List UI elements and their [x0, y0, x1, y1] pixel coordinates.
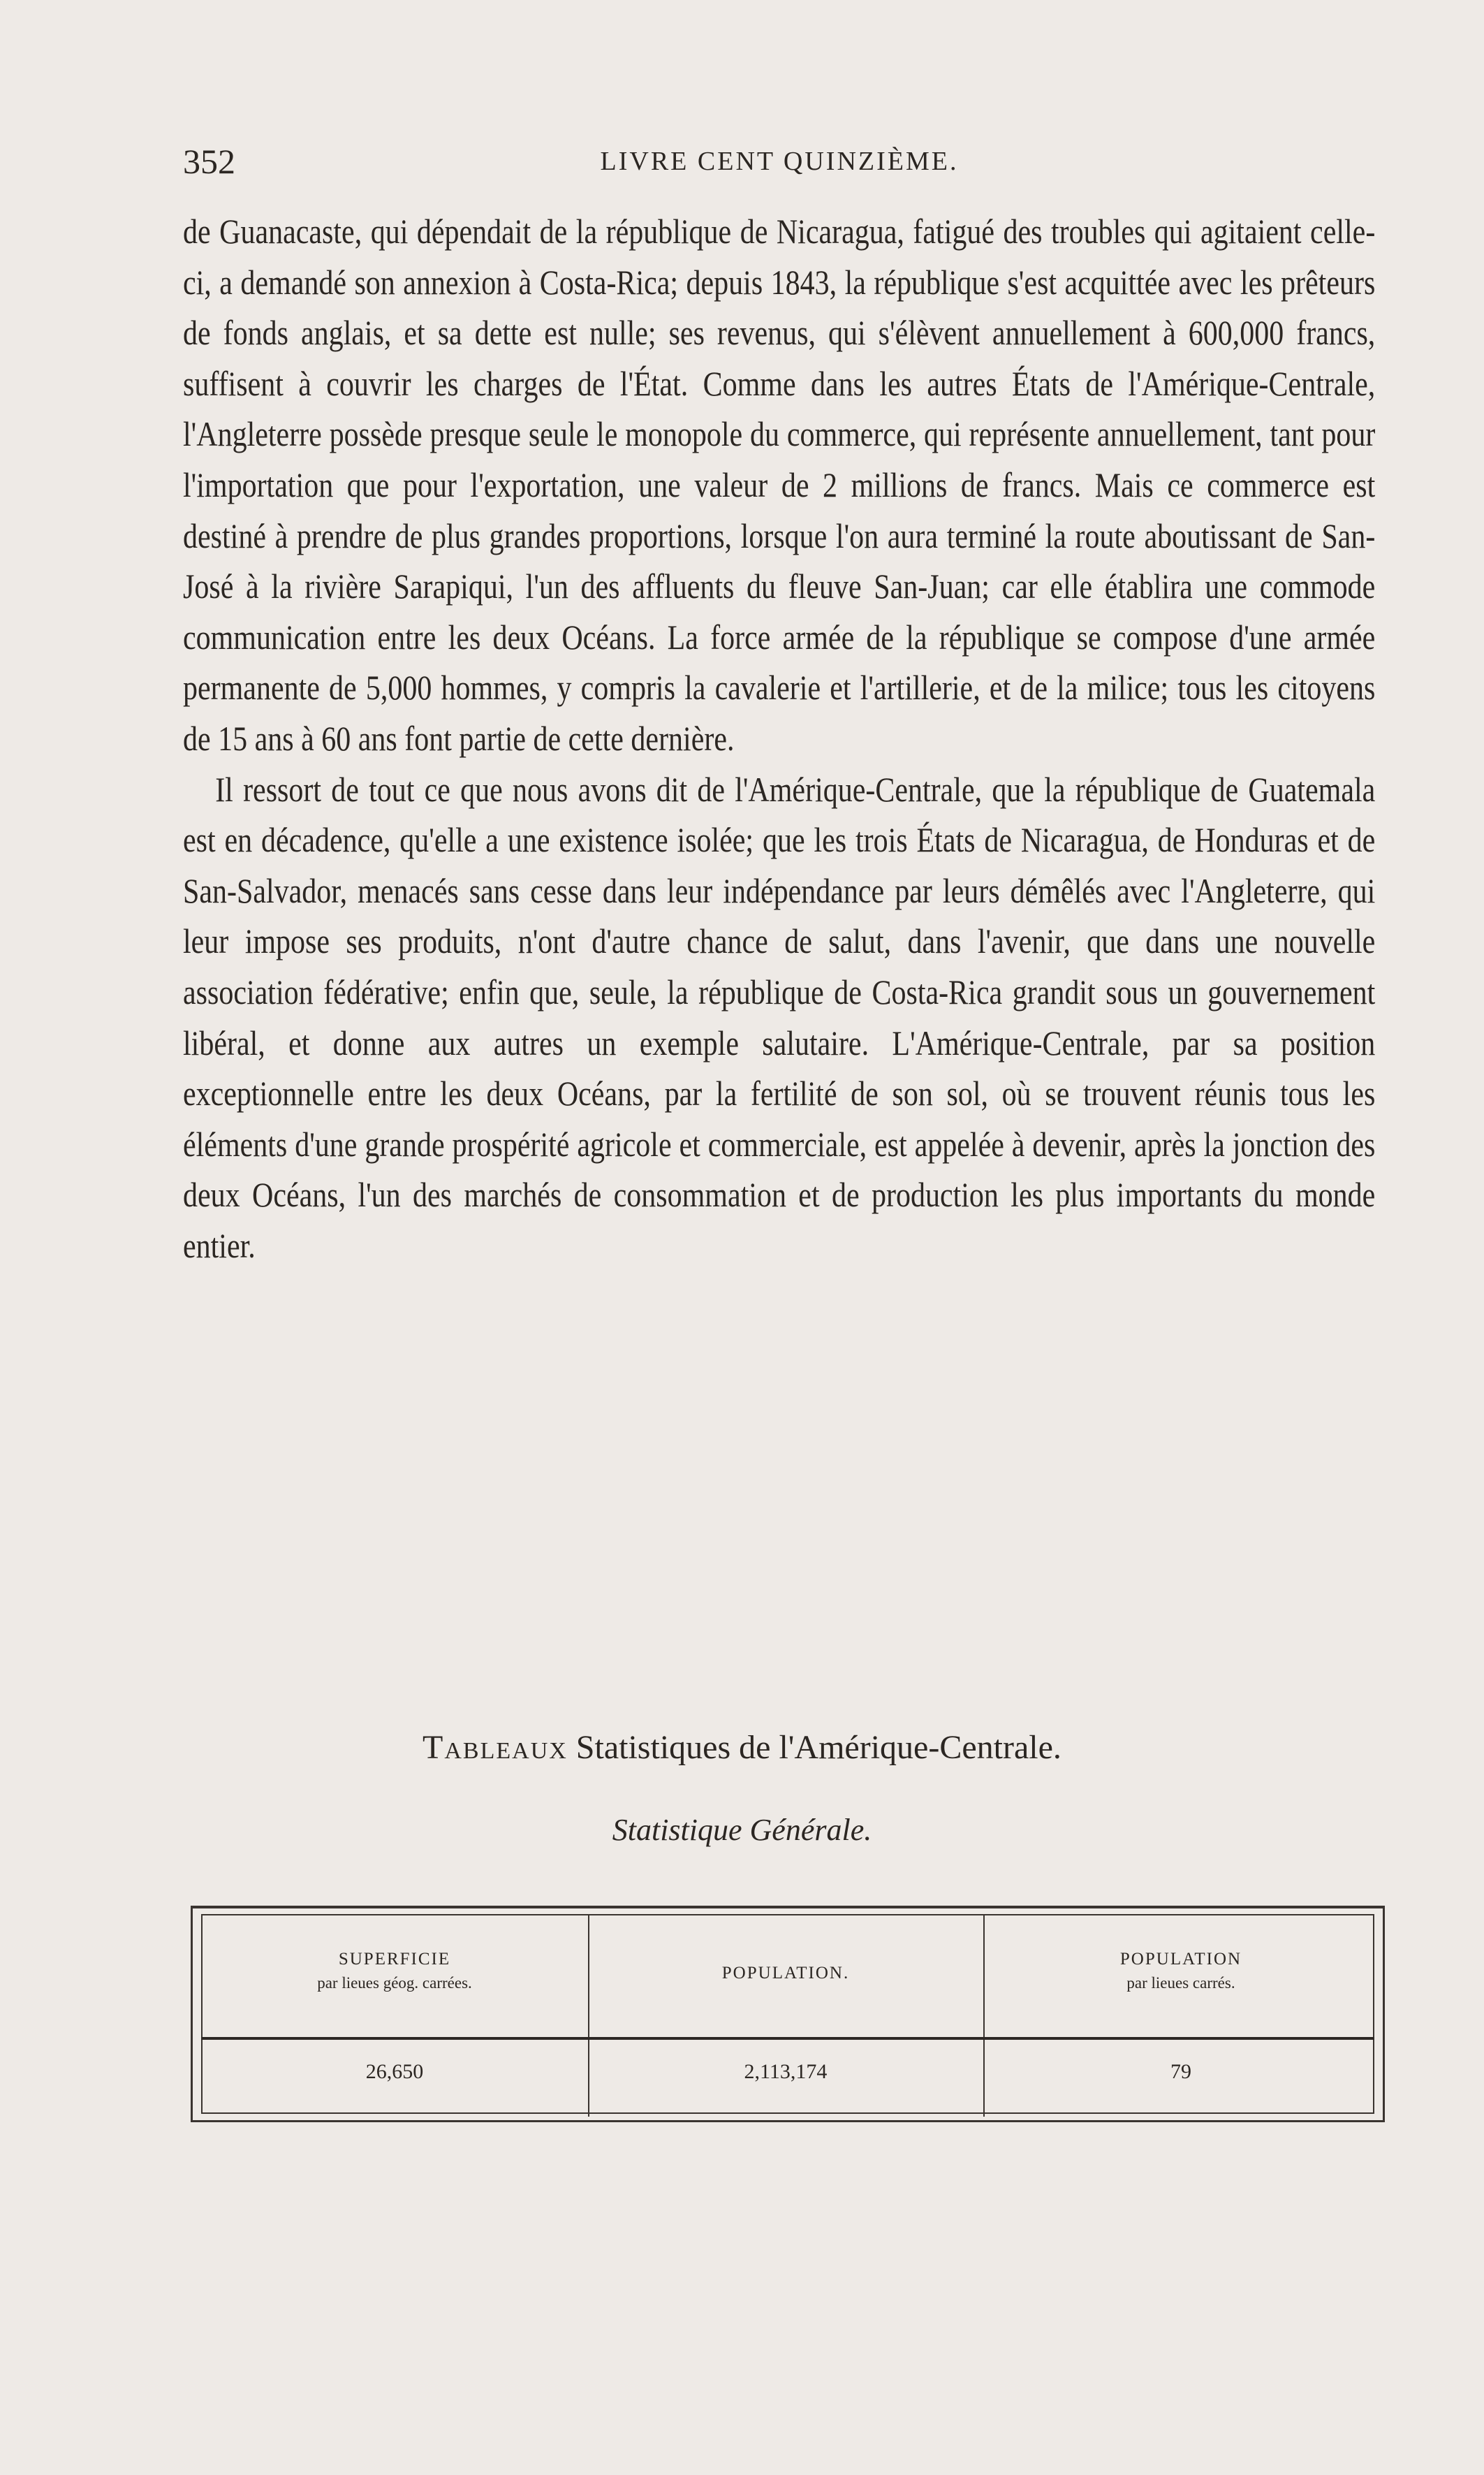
table-cell-density: 79 [1170, 2060, 1191, 2083]
table-title-prefix: Tableaux [423, 1729, 568, 1766]
column-header-superficie [201, 1948, 588, 1995]
table-rule-top [193, 1906, 1383, 1908]
table-column-divider [983, 1914, 985, 2117]
column-header-density [983, 1948, 1379, 1995]
statistics-table [191, 1906, 1385, 2122]
table-section-title [0, 1725, 1484, 1770]
table-rule-bottom-inner [201, 2112, 1374, 2114]
table-cell-population: 2,113,174 [744, 2060, 828, 2083]
column-header-title: POPULATION. [721, 1964, 850, 1983]
column-header-title: POPULATION [1119, 1950, 1242, 1969]
column-header-subtitle: par lieues carrés. [1126, 1974, 1235, 1992]
body-text [183, 206, 1376, 1271]
page-number: 352 [183, 142, 235, 181]
table-rule-bottom [193, 2120, 1383, 2122]
running-head: LIVRE CENT QUINZIÈME. [600, 147, 959, 176]
paragraph-2: Il ressort de tout ce que nous avons dit de l'Amérique-Centrale, que la république de Guatemala est en décadence, qu'elle a une existence isolée; que les trois États de Nicaragua, de Honduras et de San-Salvador, menacés sans cesse dans leur indépendance par leurs démêlés avec l'Angleterre, qui leur impose ses produits, n'ont d'autre chance de salut, dans l'avenir, que dans une nouvelle association fédérative; enfin que, seule, la république de Costa-Rica grandit sous un gouvernement libéral, et donne aux autres un exemple salutaire. L'Amérique-Centrale, par sa position exceptionnelle entre les deux Océans, par la fertilité de son sol, où se trouvent réunis tous les éléments d'une grande prospérité agricole et commerciale, est appelée à devenir, après la jonction des deux Océans, l'un des marchés de consommation et de production les plus importants du monde entier. [183, 769, 1376, 1265]
column-header-title: SUPERFICIE [338, 1950, 451, 1969]
table-cell-superficie: 26,650 [365, 2060, 424, 2083]
column-header-population [588, 1962, 983, 1985]
table-rule-header [201, 2037, 1374, 2040]
table-subtitle: Statistique Générale. [612, 1813, 872, 1847]
page-header [183, 137, 1376, 186]
paragraph-1: de Guanacaste, qui dépendait de la république de Nicaragua, fatigué des troubles qui agitaient celle-ci, a demandé son annexion à Costa-Rica; depuis 1843, la république s'est acquittée avec les prêteurs de fonds anglais, et sa dette est nulle; ses revenus, qui s'élèvent annuellement à 600,000 francs, suffisent à couvrir les charges de l'État. Comme dans les autres États de l'Amérique-Centrale, l'Angleterre possède presque seule le monopole du commerce, qui représente annuellement, tant pour l'importation que pour l'exportation, une valeur de 2 millions de francs. Mais ce commerce est destiné à prendre de plus grandes proportions, lorsque l'on aura terminé la route aboutissant de San-José à la rivière Sarapiqui, l'un des affluents du fleuve San-Juan; car elle établira une commode communication entre les deux Océans. La force armée de la république se compose d'une armée permanente de 5,000 hommes, y compris la cavalerie et l'artillerie, et de la milice; tous les citoyens de 15 ans à 60 ans font partie de cette dernière. [183, 212, 1376, 758]
table-rule-top-inner [201, 1914, 1374, 1915]
table-title-rest: Statistiques de l'Amérique-Centrale. [575, 1729, 1061, 1766]
column-header-subtitle: par lieues géog. carrées. [317, 1974, 472, 1992]
table-column-divider [588, 1914, 589, 2117]
